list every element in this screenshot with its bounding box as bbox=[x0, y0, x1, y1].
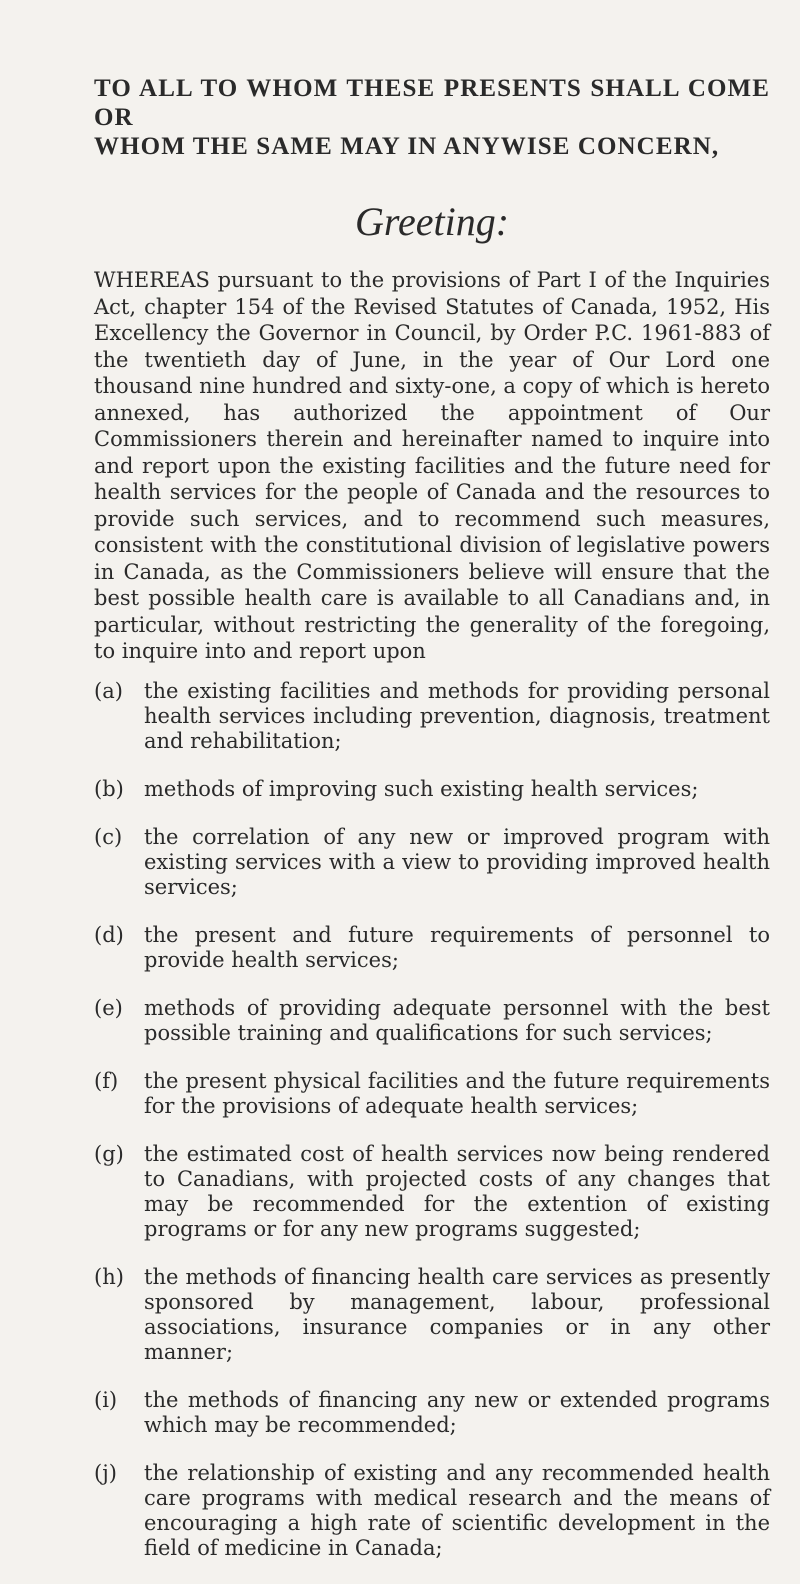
item-marker: (c) bbox=[94, 824, 123, 849]
list-item bbox=[94, 996, 770, 1046]
list-item bbox=[94, 1461, 770, 1561]
item-text: the methods of financing any new or extended programs which may be recommended; bbox=[144, 1387, 770, 1437]
item-text: the present physical facilities and the future requirements for the provisions of adequate health services; bbox=[144, 1068, 770, 1118]
list-item bbox=[94, 923, 770, 973]
list-item bbox=[94, 777, 770, 802]
item-marker: (g) bbox=[94, 1141, 124, 1166]
address-heading bbox=[94, 74, 770, 161]
item-text: the present and future requirements of personnel to provide health services; bbox=[144, 922, 770, 972]
item-marker: (f) bbox=[94, 1068, 119, 1093]
list-item bbox=[94, 1069, 770, 1119]
item-marker: (h) bbox=[94, 1264, 124, 1289]
item-text: the estimated cost of health services now being rendered to Canadians, with projected costs of any changes that may be recommended for the extention of existing programs or for any new programs suggested; bbox=[144, 1141, 770, 1241]
item-marker: (b) bbox=[94, 776, 124, 801]
item-text: the existing facilities and methods for providing personal health services including prevention, diagnosis, treatment and rehabilitation; bbox=[144, 678, 770, 753]
list-item bbox=[94, 1388, 770, 1438]
item-text: the correlation of any new or improved program with existing services with a view to providing improved health services; bbox=[144, 824, 770, 899]
heading-line-2: WHOM THE SAME MAY IN ANYWISE CONCERN, bbox=[94, 133, 720, 160]
heading-line-1: TO ALL TO WHOM THESE PRESENTS SHALL COME OR bbox=[94, 75, 770, 131]
list-item bbox=[94, 1265, 770, 1365]
item-marker: (j) bbox=[94, 1460, 117, 1485]
list-item bbox=[94, 679, 770, 754]
item-marker: (a) bbox=[94, 678, 123, 703]
item-text: methods of providing adequate personnel with the best possible training and qualifications for such services; bbox=[144, 995, 770, 1045]
item-text: the methods of financing health care services as presently sponsored by management, labour, professional associations, insurance companies or in any other manner; bbox=[144, 1264, 770, 1364]
list-item bbox=[94, 1142, 770, 1242]
whereas-preamble: WHEREAS pursuant to the provisions of Part I of the Inquiries Act, chapter 154 of the Revised Statutes of Canada, 1952, His Excellency the Governor in Council, by Order P.C. 1961-883 of the twentieth day of June, in the year of Our Lord one thousand nine hundred and sixty-one, a copy of which is hereto annexed, has authorized the appointment of Our Commissioners therein and hereinafter named to inquire into and report upon the existing facilities and the future need for health services for the people of Canada and the resources to provide such services, and to recommend such measures, consistent with the constitutional division of legislative powers in Canada, as the Commissioners believe will ensure that the best possible health care is available to all Canadians and, in particular, without restricting the generality of the foregoing, to inquire into and report upon bbox=[94, 268, 770, 663]
greeting-title: Greeting: bbox=[354, 199, 510, 244]
item-text: the relationship of existing and any recommended health care programs with medical research and the means of encouraging a high rate of scientific development in the field of medicine in Canada; bbox=[144, 1460, 770, 1560]
item-text: methods of improving such existing health services; bbox=[144, 776, 699, 801]
item-marker: (d) bbox=[94, 922, 124, 947]
item-marker: (e) bbox=[94, 995, 123, 1020]
item-marker: (i) bbox=[94, 1387, 118, 1412]
inquiry-items-list bbox=[94, 679, 770, 1561]
document-page bbox=[94, 74, 770, 1584]
list-item bbox=[94, 825, 770, 900]
